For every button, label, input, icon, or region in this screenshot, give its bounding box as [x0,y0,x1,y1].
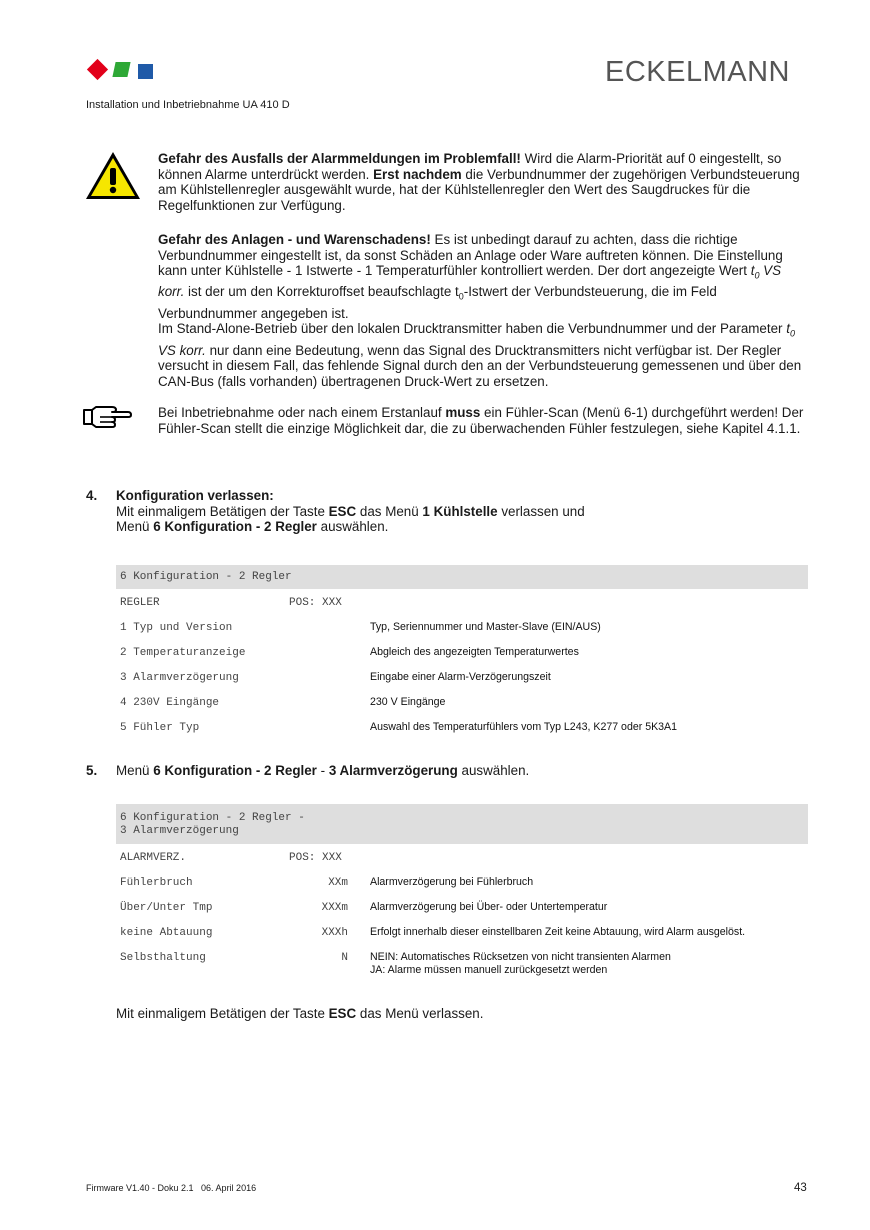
note-paragraph [158,405,808,436]
table1-row-label: 3 Alarmverzögerung [120,672,239,684]
table1-row-desc: Auswahl des Temperaturfühlers vom Typ L243, K277 oder 5K3A1 [370,721,678,733]
step-4-body [116,488,806,535]
table1-row-label: 5 Fühler Typ [120,722,200,734]
step-4-number: 4. [86,488,98,503]
table1-row-label: 2 Temperaturanzeige [120,647,246,659]
warning-text-3b: nur dann eine Bedeutung, wenn das Signal des Drucktransmitters nicht verfügbar ist. Der Regler versucht in diesem Fall, das fehlende Signal durch den an der Verbundsteuerung gemessenen und über den CAN-Bus (falls vorhanden) übertragenen Druck-Wert zu ersetzen. [158,342,802,389]
closing-text-a: Mit einmaligem Betätigen der Taste [116,1006,329,1021]
t0-symbol-3: t [786,321,790,337]
menu-alarmverzoegerung: 3 Alarmverzögerung [328,763,458,778]
table2-row-value: XXm [328,877,348,889]
table2-label: ALARMVERZ. [120,852,187,864]
menu-konfiguration-regler-2: 6 Konfiguration - 2 Regler [153,763,317,778]
logo [86,58,158,82]
table2-row-value: N [341,952,348,964]
table2-row-desc-2: JA: Alarme müssen manuell zurückgesetzt werden [370,964,608,976]
table2-title-1: 6 Konfiguration - 2 Regler - [120,812,305,824]
warning-text-1a: Wird die Alarm-Priorität auf 0 eingestellt, so können Alarme unterdrückt werden. [158,151,782,182]
step-4-text-c: verlassen und [497,503,585,519]
table2-pos: POS: XXX [289,852,342,864]
step-4-text-a: Mit einmaligem Betätigen der Taste [116,503,329,519]
t0-subscript: 0 [754,270,760,281]
step-5-text-c: auswählen. [457,763,530,778]
warning-title-2: Gefahr des Anlagen - und Warenschadens! [158,232,431,247]
table1-row-label: 4 230V Eingänge [120,697,220,709]
table2-row-value: XXXm [321,902,348,914]
logo-square-red [87,59,108,80]
note-text-a: Bei Inbetriebnahme oder nach einem Erstanlauf [158,405,446,420]
warning-paragraph-2 [158,232,808,389]
warning-paragraph-1 [158,151,808,213]
step-5-number: 5. [86,763,98,778]
table2-row-value: XXXh [321,927,348,939]
footer-version: Firmware V1.40 - Doku 2.1 06. April 2016 [86,1183,257,1193]
table2-row-desc: Erfolgt innerhalb dieser einstellbaren Zeit keine Abtauung, wird Alarm ausgelöst. [370,926,746,938]
table2-title-2: 3 Alarmverzögerung [120,825,239,837]
table1-pos: POS: XXX [289,597,342,609]
step-4-text-b: das Menü [356,503,423,519]
warning-text-2a: Es ist unbedingt darauf zu achten, dass die richtige Verbundnummer eingestellt ist, da sonst Schäden an Anlage oder Ware auftreten können. Die Einstellung kann unter Kühlstelle - 1 Istwerte - 1 Temperaturfühler kontrolliert werden. Der dort angezeigte Wert [158,232,783,279]
step-4-text-e: auswählen. [316,519,389,535]
warning-text-2b: ist der um den Korrekturoffset beaufschlagte t [184,284,459,300]
menu-konfiguration-regler: 6 Konfiguration - 2 Regler [153,519,317,535]
esc-key-label: ESC [328,503,357,519]
step-4-text-d: Menü [116,519,154,535]
closing-text-b: das Menü verlassen. [356,1006,484,1021]
step-5-text-a: Menü [116,763,154,778]
vs-korr-term: VS korr. [158,263,782,300]
step-5-body [116,763,806,779]
logo-square-blue [138,64,153,79]
note-text-b: ein Fühler-Scan (Menü 6-1) durchgeführt werden! Der Fühler-Scan stellt die einzige Möglichkeit dar, die zu überwachenden Fühler festzulegen, siehe Kapitel 4.1.1. [158,405,804,436]
warning-title-1: Gefahr des Ausfalls der Alarmmeldungen im Problemfall! [158,151,521,166]
table1-title: 6 Konfiguration - 2 Regler [120,571,292,583]
warning-text-2c: -Istwert der Verbundsteuerung, die im Feld Verbundnummer angegeben ist. [158,284,717,321]
table1-row-desc: Typ, Seriennummer und Master-Slave (EIN/AUS) [370,621,601,633]
warning-icon [84,150,142,202]
step-4-title: Konfiguration verlassen: [116,488,274,503]
table1-row-label: 1 Typ und Version [120,622,233,634]
menu-kuehlstelle: 1 Kühlstelle [422,503,498,519]
closing-paragraph [116,1006,806,1022]
table2-row-desc: Alarmverzögerung bei Über- oder Untertemperatur [370,901,608,913]
t0-subscript-2: 0 [458,292,464,303]
t0-subscript-3: 0 [789,328,795,339]
warning-text-3a: Im Stand-Alone-Betrieb über den lokalen Drucktransmitter haben die Verbundnummer und der Parameter [158,321,787,337]
table1-row-desc: Eingabe einer Alarm-Verzögerungszeit [370,671,551,683]
table1-row-desc: 230 V Eingänge [370,696,446,708]
pointing-hand-icon [82,404,132,430]
table1-row-desc: Abgleich des angezeigten Temperaturwertes [370,646,579,658]
table2-row-desc: NEIN: Automatisches Rücksetzen von nicht transienten Alarmen [370,951,671,963]
logo-square-green [112,62,130,77]
t0-symbol: t [750,263,755,279]
step-5-text-b: - [316,763,329,778]
vs-korr-term-3: VS korr. [158,342,206,358]
table2-row-label: keine Abtauung [120,927,213,939]
table2-header [116,804,808,844]
table2-row-label: Selbsthaltung [120,952,206,964]
brand-name: ECKELMANN [605,56,790,88]
warning-emphasis-1: Erst nachdem [373,166,462,182]
page-number: 43 [794,1182,807,1194]
table2-row-label: Über/Unter Tmp [120,902,213,914]
table1-header [116,565,808,589]
warning-text-1b: die Verbundnummer der zugehörigen Verbundsteuerung am Kühlstellenregler ausgewählt wurde, hat der Kühlstellenregler den Wert des Saugdruckes für die Regelfunktionen zur Verfügung. [158,166,800,213]
table2-row-desc: Alarmverzögerung bei Fühlerbruch [370,876,534,888]
document-subtitle: Installation und Inbetriebnahme UA 410 D [86,99,290,111]
table1-label: REGLER [120,597,160,609]
esc-key-label-2: ESC [328,1006,357,1021]
note-emphasis: muss [445,405,481,420]
table2-row-label: Fühlerbruch [120,877,193,889]
